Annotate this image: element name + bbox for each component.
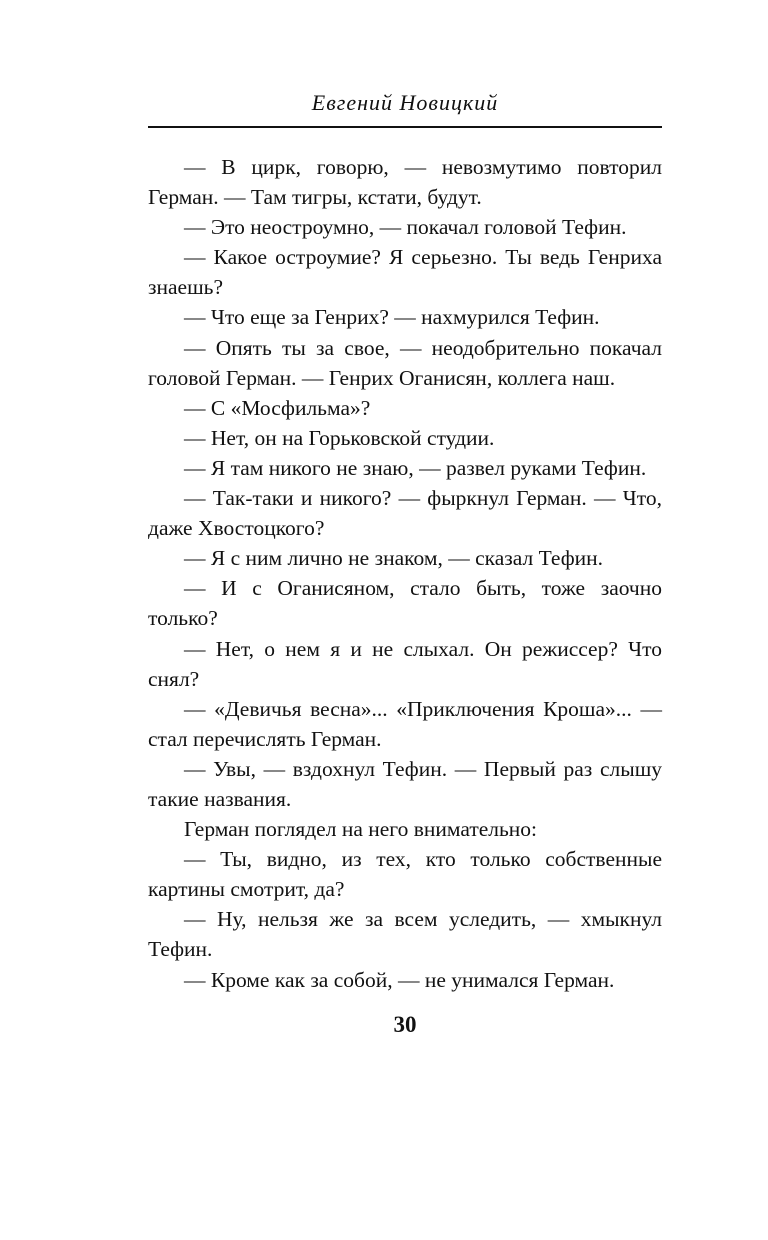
paragraph: — Ну, нельзя же за всем уследить, — хмыкнул Тефин. — [148, 907, 662, 962]
body-text — [148, 152, 662, 995]
book-page — [148, 88, 662, 1041]
page-number: 30 — [393, 1011, 417, 1037]
paragraph: — Это неостроумно, — покачал головой Тефин. — [184, 215, 627, 240]
paragraph: — Ты, видно, из тех, кто только собственные картины смотрит, да? — [148, 847, 662, 902]
paragraph: — Нет, он на Горьковской студии. — [184, 425, 495, 450]
paragraph: — И с Оганисяном, стало быть, тоже заочно только? — [148, 576, 662, 631]
paragraph: — Нет, о нем я и не слыхал. Он режиссер? Что снял? — [148, 636, 662, 691]
paragraph: — Я там никого не знаю, — развел руками Тефин. — [184, 455, 647, 480]
paragraph: — Опять ты за свое, — неодобрительно покачал головой Герман. — Генрих Оганисян, коллега наш. — [148, 335, 662, 390]
paragraph: Герман поглядел на него внимательно: — [184, 817, 538, 842]
paragraph: — Я с ним лично не знаком, — сказал Тефин. — [184, 546, 604, 571]
paragraph: — «Девичья весна»... «Приключения Кроша»... — стал перечислять Герман. — [148, 696, 662, 751]
paragraph: — Что еще за Генрих? — нахмурился Тефин. — [184, 305, 600, 330]
paragraph: — Так-таки и никого? — фыркнул Герман. — Что, даже Хвостоцкого? — [148, 486, 662, 541]
paragraph: — Какое остроумие? Я серьезно. Ты ведь Генриха знаешь? — [148, 245, 662, 300]
paragraph: — Увы, — вздохнул Тефин. — Первый раз слышу такие названия. — [148, 756, 662, 811]
paragraph: — С «Мосфильма»? — [184, 395, 371, 420]
header-rule — [148, 126, 662, 128]
running-head-author: Евгений Новицкий — [311, 90, 499, 115]
paragraph: — Кроме как за собой, — не унимался Герман. — [184, 967, 615, 992]
paragraph: — В цирк, говорю, — невозмутимо повторил Герман. — Там тигры, кстати, будут. — [148, 155, 662, 210]
